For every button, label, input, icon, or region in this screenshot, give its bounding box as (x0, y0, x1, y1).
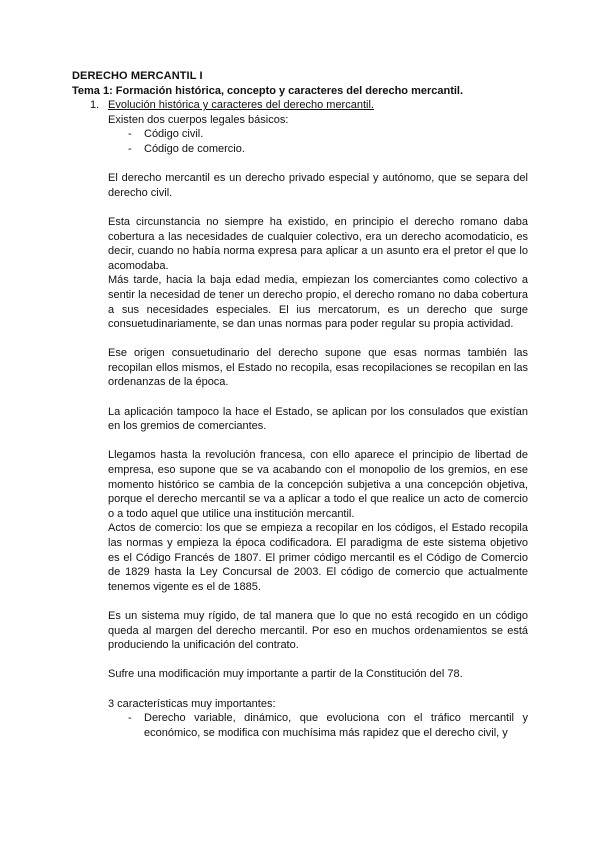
body-text (72, 157, 528, 712)
list-item: - Derecho variable, dinámico, que evoluciona con el tráfico mercantil y económico, se modifica con muchísima más rapidez que el derecho civil, y (128, 711, 528, 740)
paragraph: Es un sistema muy rígido, de tal manera que lo que no está recogido en un código queda al margen del derecho mercantil. Por eso en muchos ordenamientos se está produciendo la unificación del contrato. (108, 609, 528, 652)
legal-bodies-list (72, 127, 528, 156)
paragraph: El derecho mercantil es un derecho privado especial y autónomo, que se separa del derecho civil. (108, 172, 528, 199)
section-number: 1. (90, 99, 100, 112)
section-heading (90, 98, 528, 113)
paragraph: Más tarde, hacia la baja edad media, empiezan los comerciantes como colectivo a sentir la necesidad de tener un derecho propio, el derecho romano no daba cobertura a sus necesidades especiales. El ius mercatorum, es un derecho que surge consuetudinariamente, se dan unas normas para poder regular su propia actividad. (108, 274, 528, 331)
list-item: - Código de comercio. (128, 142, 528, 157)
topic-title: Tema 1: Formación histórica, concepto y caracteres del derecho mercantil. (72, 84, 464, 97)
section-title: Evolución histórica y caracteres del derecho mercantil. (108, 99, 374, 112)
course-title: DERECHO MERCANTIL I (72, 70, 203, 82)
paragraph: 3 características muy importantes: (108, 697, 276, 710)
paragraph: La aplicación tampoco la hace el Estado, se aplican por los consulados que existían en los gremios de comerciantes. (108, 405, 528, 433)
intro-line: Existen dos cuerpos legales básicos: (108, 113, 289, 126)
paragraph: Sufre una modificación muy importante a partir de la Constitución del 78. (108, 668, 463, 681)
paragraph: Esta circunstancia no siempre ha existido, en principio el derecho romano daba cobertura a las necesidades de cualquier colectivo, era un derecho acomodaticio, es decir, cuando no había norma expresa para aplicar a un asunto era el pretor el que lo acomodaba. (108, 215, 528, 272)
paragraph: Actos de comercio: los que se empieza a recopilar en los códigos, el Estado recopila las normas y empieza la época codificadora. El paradigma de este sistema objetivo es el Código Francés de 1807. El primer código mercantil es el Código de Comercio de 1829 hasta la Ley Concursal de 2003. El código de comercio que actualmente tenemos vigente es el de 1885. (108, 522, 528, 593)
paragraph: Llegamos hasta la revolución francesa, con ello aparece el principio de libertad de empresa, eso supone que se va acabando con el monopolio de los gremios, en ese momento histórico se cambia de la concepción subjetiva a una concepción objetiva, porque el derecho mercantil se va a aplicar a todo el que realice un acto de comercio o a todo aquel que utilice una institución mercantil. (108, 449, 528, 520)
paragraph: Ese origen consuetudinario del derecho supone que esas normas también las recopilan ellos mismos, el Estado no recopila, esas recopilaciones se recopilan en las ordenanzas de la época. (108, 347, 528, 389)
characteristics-list (72, 711, 528, 740)
list-item: - Código civil. (128, 127, 528, 142)
